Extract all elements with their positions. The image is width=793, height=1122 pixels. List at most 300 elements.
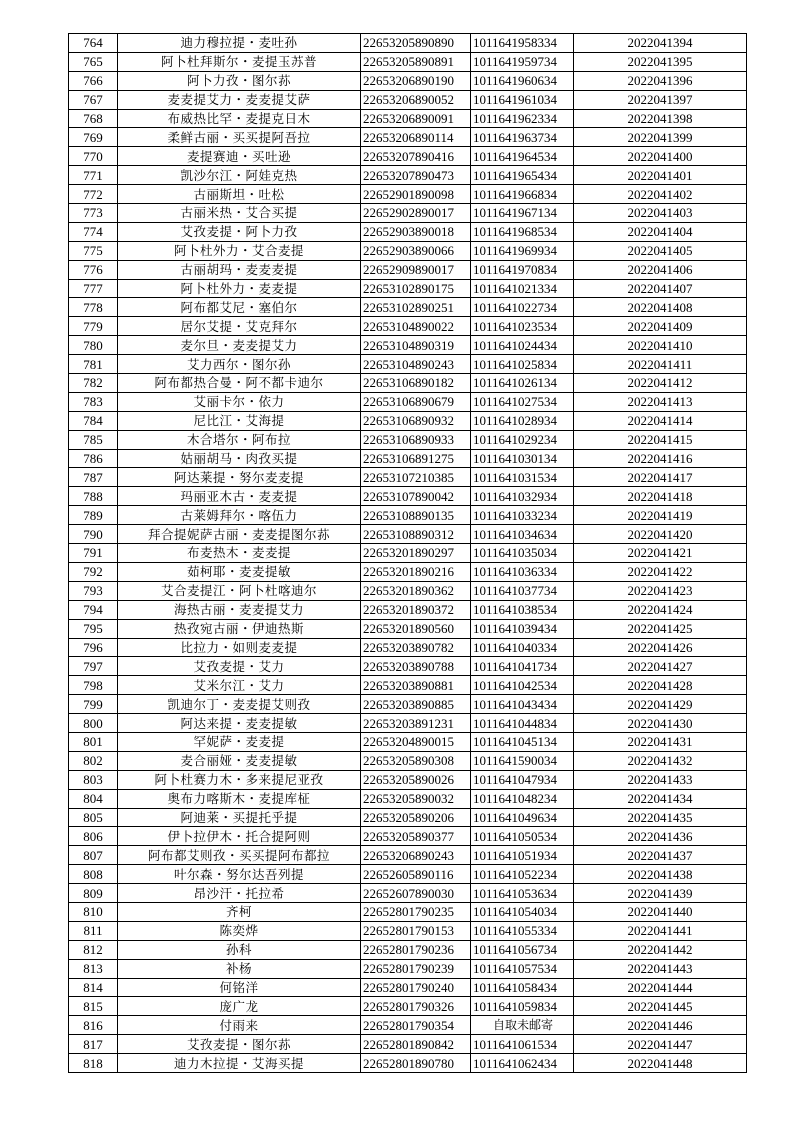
serial-number: 776 xyxy=(69,260,118,279)
record-code: 2022041407 xyxy=(574,279,747,298)
table-row xyxy=(69,657,747,676)
record-code: 2022041437 xyxy=(574,846,747,865)
student-name: 布麦热木・麦麦提 xyxy=(118,544,361,563)
tracking-number: 1011641023534 xyxy=(471,317,574,336)
record-code: 2022041396 xyxy=(574,71,747,90)
serial-number: 804 xyxy=(69,789,118,808)
exam-id: 22652903890018 xyxy=(361,222,471,241)
table-row xyxy=(69,71,747,90)
student-name: 庞广龙 xyxy=(118,997,361,1016)
serial-number: 770 xyxy=(69,147,118,166)
exam-id: 22653108890312 xyxy=(361,525,471,544)
table-row xyxy=(69,355,747,374)
tracking-number: 1011641051934 xyxy=(471,846,574,865)
table-row xyxy=(69,638,747,657)
student-name: 何铭洋 xyxy=(118,978,361,997)
serial-number: 810 xyxy=(69,902,118,921)
serial-number: 805 xyxy=(69,808,118,827)
tracking-number: 1011641053634 xyxy=(471,884,574,903)
serial-number: 809 xyxy=(69,884,118,903)
student-name: 艾米尔江・艾力 xyxy=(118,676,361,695)
table-row xyxy=(69,789,747,808)
serial-number: 817 xyxy=(69,1035,118,1054)
table-row xyxy=(69,732,747,751)
student-name: 艾丽卡尔・依力 xyxy=(118,392,361,411)
table-row xyxy=(69,317,747,336)
serial-number: 798 xyxy=(69,676,118,695)
serial-number: 781 xyxy=(69,355,118,374)
exam-id: 22653104890022 xyxy=(361,317,471,336)
serial-number: 784 xyxy=(69,411,118,430)
record-code: 2022041400 xyxy=(574,147,747,166)
serial-number: 808 xyxy=(69,865,118,884)
student-name: 古丽米热・艾合买提 xyxy=(118,204,361,223)
student-name: 海热古丽・麦麦提艾力 xyxy=(118,600,361,619)
record-code: 2022041408 xyxy=(574,298,747,317)
table-row xyxy=(69,90,747,109)
record-code: 2022041403 xyxy=(574,204,747,223)
tracking-number: 1011641024434 xyxy=(471,336,574,355)
tracking-number: 1011641964534 xyxy=(471,147,574,166)
record-code: 2022041411 xyxy=(574,355,747,374)
tracking-number: 1011641590034 xyxy=(471,751,574,770)
table-row xyxy=(69,449,747,468)
tracking-number: 1011641055334 xyxy=(471,921,574,940)
student-name: 茹柯耶・麦麦提敏 xyxy=(118,562,361,581)
exam-id: 22652605890116 xyxy=(361,865,471,884)
student-name: 阿卜杜外力・麦麦提 xyxy=(118,279,361,298)
record-code: 2022041412 xyxy=(574,374,747,393)
student-name: 古丽斯坦・吐松 xyxy=(118,185,361,204)
serial-number: 789 xyxy=(69,506,118,525)
record-code: 2022041436 xyxy=(574,827,747,846)
student-name: 迪力穆拉提・麦吐孙 xyxy=(118,34,361,53)
tracking-number: 1011641034634 xyxy=(471,525,574,544)
record-code: 2022041410 xyxy=(574,336,747,355)
student-name: 迪力木拉提・艾海买提 xyxy=(118,1054,361,1073)
tracking-number: 1011641059834 xyxy=(471,997,574,1016)
table-row xyxy=(69,714,747,733)
table-row xyxy=(69,468,747,487)
exam-id: 22653106890182 xyxy=(361,374,471,393)
student-name: 古丽胡玛・麦麦麦提 xyxy=(118,260,361,279)
roster-table xyxy=(68,33,747,1073)
table-row xyxy=(69,241,747,260)
record-code: 2022041435 xyxy=(574,808,747,827)
table-row xyxy=(69,619,747,638)
serial-number: 766 xyxy=(69,71,118,90)
student-name: 阿卜杜拜斯尔・麦提玉苏普 xyxy=(118,52,361,71)
serial-number: 790 xyxy=(69,525,118,544)
exam-id: 22653203890881 xyxy=(361,676,471,695)
table-row xyxy=(69,676,747,695)
serial-number: 765 xyxy=(69,52,118,71)
exam-id: 22652801790354 xyxy=(361,1016,471,1035)
exam-id: 22653107890042 xyxy=(361,487,471,506)
record-code: 2022041401 xyxy=(574,166,747,185)
serial-number: 800 xyxy=(69,714,118,733)
student-name: 付雨来 xyxy=(118,1016,361,1035)
record-code: 2022041430 xyxy=(574,714,747,733)
exam-id: 22652903890066 xyxy=(361,241,471,260)
serial-number: 779 xyxy=(69,317,118,336)
student-name: 艾孜麦提・图尔荪 xyxy=(118,1035,361,1054)
student-name: 尼比江・艾海提 xyxy=(118,411,361,430)
tracking-number: 1011641041734 xyxy=(471,657,574,676)
table-row xyxy=(69,921,747,940)
tracking-number: 1011641061534 xyxy=(471,1035,574,1054)
serial-number: 787 xyxy=(69,468,118,487)
tracking-number: 1011641959734 xyxy=(471,52,574,71)
serial-number: 782 xyxy=(69,374,118,393)
table-row xyxy=(69,1035,747,1054)
table-row xyxy=(69,147,747,166)
exam-id: 22653205890308 xyxy=(361,751,471,770)
table-row xyxy=(69,298,747,317)
serial-number: 803 xyxy=(69,770,118,789)
table-row xyxy=(69,600,747,619)
serial-number: 807 xyxy=(69,846,118,865)
table-row xyxy=(69,1016,747,1035)
exam-id: 22653203890782 xyxy=(361,638,471,657)
tracking-number: 1011641958334 xyxy=(471,34,574,53)
table-row xyxy=(69,185,747,204)
student-name: 艾孜麦提・阿卜力孜 xyxy=(118,222,361,241)
table-row xyxy=(69,751,747,770)
tracking-number: 1011641048234 xyxy=(471,789,574,808)
exam-id: 22652801790235 xyxy=(361,902,471,921)
table-row xyxy=(69,34,747,53)
record-code: 2022041394 xyxy=(574,34,747,53)
table-row xyxy=(69,260,747,279)
tracking-number: 自取未邮寄 xyxy=(471,1016,574,1035)
tracking-number: 1011641037734 xyxy=(471,581,574,600)
record-code: 2022041409 xyxy=(574,317,747,336)
tracking-number: 1011641056734 xyxy=(471,940,574,959)
exam-id: 22653201890216 xyxy=(361,562,471,581)
record-code: 2022041431 xyxy=(574,732,747,751)
tracking-number: 1011641044834 xyxy=(471,714,574,733)
exam-id: 22653102890175 xyxy=(361,279,471,298)
serial-number: 795 xyxy=(69,619,118,638)
serial-number: 788 xyxy=(69,487,118,506)
table-row xyxy=(69,374,747,393)
table-row xyxy=(69,940,747,959)
table-row xyxy=(69,865,747,884)
student-name: 比拉力・如则麦麦提 xyxy=(118,638,361,657)
tracking-number: 1011641054034 xyxy=(471,902,574,921)
student-name: 奥布力喀斯木・麦提库柾 xyxy=(118,789,361,808)
tracking-number: 1011641962334 xyxy=(471,109,574,128)
student-name: 柔鲜古丽・买买提阿吾拉 xyxy=(118,128,361,147)
tracking-number: 1011641968534 xyxy=(471,222,574,241)
serial-number: 772 xyxy=(69,185,118,204)
tracking-number: 1011641052234 xyxy=(471,865,574,884)
student-name: 齐柯 xyxy=(118,902,361,921)
tracking-number: 1011641058434 xyxy=(471,978,574,997)
exam-id: 22653108890135 xyxy=(361,506,471,525)
record-code: 2022041447 xyxy=(574,1035,747,1054)
tracking-number: 1011641963734 xyxy=(471,128,574,147)
tracking-number: 1011641042534 xyxy=(471,676,574,695)
serial-number: 777 xyxy=(69,279,118,298)
record-code: 2022041420 xyxy=(574,525,747,544)
serial-number: 801 xyxy=(69,732,118,751)
tracking-number: 1011641022734 xyxy=(471,298,574,317)
tracking-number: 1011641036334 xyxy=(471,562,574,581)
student-name: 阿布都热合曼・阿不都卡迪尔 xyxy=(118,374,361,393)
record-code: 2022041433 xyxy=(574,770,747,789)
serial-number: 767 xyxy=(69,90,118,109)
record-code: 2022041414 xyxy=(574,411,747,430)
tracking-number: 1011641969934 xyxy=(471,241,574,260)
exam-id: 22653206890243 xyxy=(361,846,471,865)
tracking-number: 1011641970834 xyxy=(471,260,574,279)
table-row xyxy=(69,487,747,506)
serial-number: 768 xyxy=(69,109,118,128)
student-name: 昂沙汗・托拉希 xyxy=(118,884,361,903)
record-code: 2022041423 xyxy=(574,581,747,600)
exam-id: 22653205890890 xyxy=(361,34,471,53)
table-row xyxy=(69,997,747,1016)
tracking-number: 1011641961034 xyxy=(471,90,574,109)
exam-id: 22653206890114 xyxy=(361,128,471,147)
student-name: 孙科 xyxy=(118,940,361,959)
serial-number: 780 xyxy=(69,336,118,355)
tracking-number: 1011641035034 xyxy=(471,544,574,563)
table-row xyxy=(69,959,747,978)
serial-number: 816 xyxy=(69,1016,118,1035)
exam-id: 22653206890052 xyxy=(361,90,471,109)
exam-id: 22653201890372 xyxy=(361,600,471,619)
tracking-number: 1011641040334 xyxy=(471,638,574,657)
exam-id: 22653107210385 xyxy=(361,468,471,487)
serial-number: 799 xyxy=(69,695,118,714)
student-name: 伊卜拉伊木・托合提阿则 xyxy=(118,827,361,846)
exam-id: 22653106890679 xyxy=(361,392,471,411)
exam-id: 22652607890030 xyxy=(361,884,471,903)
exam-id: 22653104890319 xyxy=(361,336,471,355)
student-name: 艾力西尔・图尔孙 xyxy=(118,355,361,374)
tracking-number: 1011641062434 xyxy=(471,1054,574,1073)
table-row xyxy=(69,411,747,430)
student-name: 凯沙尔江・阿娃克热 xyxy=(118,166,361,185)
tracking-number: 1011641966834 xyxy=(471,185,574,204)
table-row xyxy=(69,525,747,544)
exam-id: 22653104890243 xyxy=(361,355,471,374)
exam-id: 22652801890780 xyxy=(361,1054,471,1073)
tracking-number: 1011641050534 xyxy=(471,827,574,846)
student-name: 玛丽亚木古・麦麦提 xyxy=(118,487,361,506)
table-row xyxy=(69,827,747,846)
serial-number: 792 xyxy=(69,562,118,581)
record-code: 2022041421 xyxy=(574,544,747,563)
record-code: 2022041443 xyxy=(574,959,747,978)
exam-id: 22653205890026 xyxy=(361,770,471,789)
record-code: 2022041426 xyxy=(574,638,747,657)
tracking-number: 1011641039434 xyxy=(471,619,574,638)
student-name: 阿布都艾尼・塞伯尔 xyxy=(118,298,361,317)
serial-number: 769 xyxy=(69,128,118,147)
student-name: 阿卜杜赛力木・多来提尼亚孜 xyxy=(118,770,361,789)
record-code: 2022041422 xyxy=(574,562,747,581)
serial-number: 783 xyxy=(69,392,118,411)
record-code: 2022041445 xyxy=(574,997,747,1016)
student-name: 阿达来提・麦麦提敏 xyxy=(118,714,361,733)
record-code: 2022041429 xyxy=(574,695,747,714)
record-code: 2022041424 xyxy=(574,600,747,619)
student-name: 艾孜麦提・艾力 xyxy=(118,657,361,676)
student-name: 阿布都艾则孜・买买提阿布都拉 xyxy=(118,846,361,865)
record-code: 2022041404 xyxy=(574,222,747,241)
tracking-number: 1011641033234 xyxy=(471,506,574,525)
serial-number: 806 xyxy=(69,827,118,846)
student-name: 罕妮萨・麦麦提 xyxy=(118,732,361,751)
student-name: 阿迪莱・买提托乎提 xyxy=(118,808,361,827)
exam-id: 22653201890297 xyxy=(361,544,471,563)
record-code: 2022041448 xyxy=(574,1054,747,1073)
student-name: 居尔艾提・艾克拜尔 xyxy=(118,317,361,336)
table-row xyxy=(69,1054,747,1073)
exam-id: 22653207890416 xyxy=(361,147,471,166)
table-row xyxy=(69,279,747,298)
exam-id: 22653106890932 xyxy=(361,411,471,430)
tracking-number: 1011641043434 xyxy=(471,695,574,714)
serial-number: 778 xyxy=(69,298,118,317)
tracking-number: 1011641021334 xyxy=(471,279,574,298)
tracking-number: 1011641025834 xyxy=(471,355,574,374)
record-code: 2022041440 xyxy=(574,902,747,921)
student-name: 补杨 xyxy=(118,959,361,978)
tracking-number: 1011641057534 xyxy=(471,959,574,978)
table-row xyxy=(69,581,747,600)
record-code: 2022041395 xyxy=(574,52,747,71)
exam-id: 22652801790239 xyxy=(361,959,471,978)
exam-id: 22653201890362 xyxy=(361,581,471,600)
serial-number: 813 xyxy=(69,959,118,978)
record-code: 2022041405 xyxy=(574,241,747,260)
record-code: 2022041444 xyxy=(574,978,747,997)
tracking-number: 1011641031534 xyxy=(471,468,574,487)
serial-number: 796 xyxy=(69,638,118,657)
table-row xyxy=(69,506,747,525)
record-code: 2022041439 xyxy=(574,884,747,903)
exam-id: 22652801890842 xyxy=(361,1035,471,1054)
table-row xyxy=(69,392,747,411)
student-name: 凯迪尔丁・麦麦提艾则孜 xyxy=(118,695,361,714)
exam-id: 22653203890788 xyxy=(361,657,471,676)
serial-number: 764 xyxy=(69,34,118,53)
table-row xyxy=(69,204,747,223)
tracking-number: 1011641032934 xyxy=(471,487,574,506)
record-code: 2022041438 xyxy=(574,865,747,884)
exam-id: 22653203891231 xyxy=(361,714,471,733)
tracking-number: 1011641028934 xyxy=(471,411,574,430)
exam-id: 22653205890377 xyxy=(361,827,471,846)
table-row xyxy=(69,978,747,997)
serial-number: 812 xyxy=(69,940,118,959)
record-code: 2022041418 xyxy=(574,487,747,506)
table-row xyxy=(69,544,747,563)
serial-number: 785 xyxy=(69,430,118,449)
serial-number: 793 xyxy=(69,581,118,600)
table-row xyxy=(69,770,747,789)
student-name: 布威热比罕・麦提克日木 xyxy=(118,109,361,128)
record-code: 2022041415 xyxy=(574,430,747,449)
table-row xyxy=(69,222,747,241)
student-name: 热孜宛古丽・伊迪热斯 xyxy=(118,619,361,638)
record-code: 2022041399 xyxy=(574,128,747,147)
record-code: 2022041432 xyxy=(574,751,747,770)
record-code: 2022041417 xyxy=(574,468,747,487)
serial-number: 791 xyxy=(69,544,118,563)
exam-id: 22652902890017 xyxy=(361,204,471,223)
record-code: 2022041425 xyxy=(574,619,747,638)
exam-id: 22653201890560 xyxy=(361,619,471,638)
record-code: 2022041413 xyxy=(574,392,747,411)
tracking-number: 1011641967134 xyxy=(471,204,574,223)
tracking-number: 1011641038534 xyxy=(471,600,574,619)
serial-number: 773 xyxy=(69,204,118,223)
table-row xyxy=(69,808,747,827)
serial-number: 774 xyxy=(69,222,118,241)
student-name: 艾合麦提江・阿卜杜喀迪尔 xyxy=(118,581,361,600)
table-row xyxy=(69,902,747,921)
table-row xyxy=(69,128,747,147)
exam-id: 22653207890473 xyxy=(361,166,471,185)
student-name: 姑丽胡马・肉孜买提 xyxy=(118,449,361,468)
serial-number: 797 xyxy=(69,657,118,676)
tracking-number: 1011641960634 xyxy=(471,71,574,90)
record-code: 2022041397 xyxy=(574,90,747,109)
exam-id: 22653205890206 xyxy=(361,808,471,827)
student-name: 陈奕烨 xyxy=(118,921,361,940)
record-code: 2022041402 xyxy=(574,185,747,204)
exam-id: 22653205890032 xyxy=(361,789,471,808)
exam-id: 22653102890251 xyxy=(361,298,471,317)
student-name: 阿卜力孜・图尔荪 xyxy=(118,71,361,90)
table-row xyxy=(69,52,747,71)
student-name: 麦提赛迪・买吐逊 xyxy=(118,147,361,166)
table-row xyxy=(69,109,747,128)
student-name: 麦尔旦・麦麦提艾力 xyxy=(118,336,361,355)
serial-number: 775 xyxy=(69,241,118,260)
table-row xyxy=(69,846,747,865)
tracking-number: 1011641026134 xyxy=(471,374,574,393)
student-name: 阿卜杜外力・艾合麦提 xyxy=(118,241,361,260)
serial-number: 771 xyxy=(69,166,118,185)
table-row xyxy=(69,166,747,185)
table-row xyxy=(69,695,747,714)
tracking-number: 1011641965434 xyxy=(471,166,574,185)
tracking-number: 1011641029234 xyxy=(471,430,574,449)
record-code: 2022041446 xyxy=(574,1016,747,1035)
record-code: 2022041419 xyxy=(574,506,747,525)
serial-number: 794 xyxy=(69,600,118,619)
serial-number: 815 xyxy=(69,997,118,1016)
record-code: 2022041442 xyxy=(574,940,747,959)
exam-id: 22653106890933 xyxy=(361,430,471,449)
tracking-number: 1011641049634 xyxy=(471,808,574,827)
tracking-number: 1011641045134 xyxy=(471,732,574,751)
table-row xyxy=(69,336,747,355)
student-name: 阿达莱提・努尔麦麦提 xyxy=(118,468,361,487)
table-row xyxy=(69,884,747,903)
exam-id: 22652801790240 xyxy=(361,978,471,997)
student-name: 拜合提妮萨古丽・麦麦提图尔荪 xyxy=(118,525,361,544)
student-name: 古莱姆拜尔・喀伍力 xyxy=(118,506,361,525)
student-name: 木合塔尔・阿布拉 xyxy=(118,430,361,449)
